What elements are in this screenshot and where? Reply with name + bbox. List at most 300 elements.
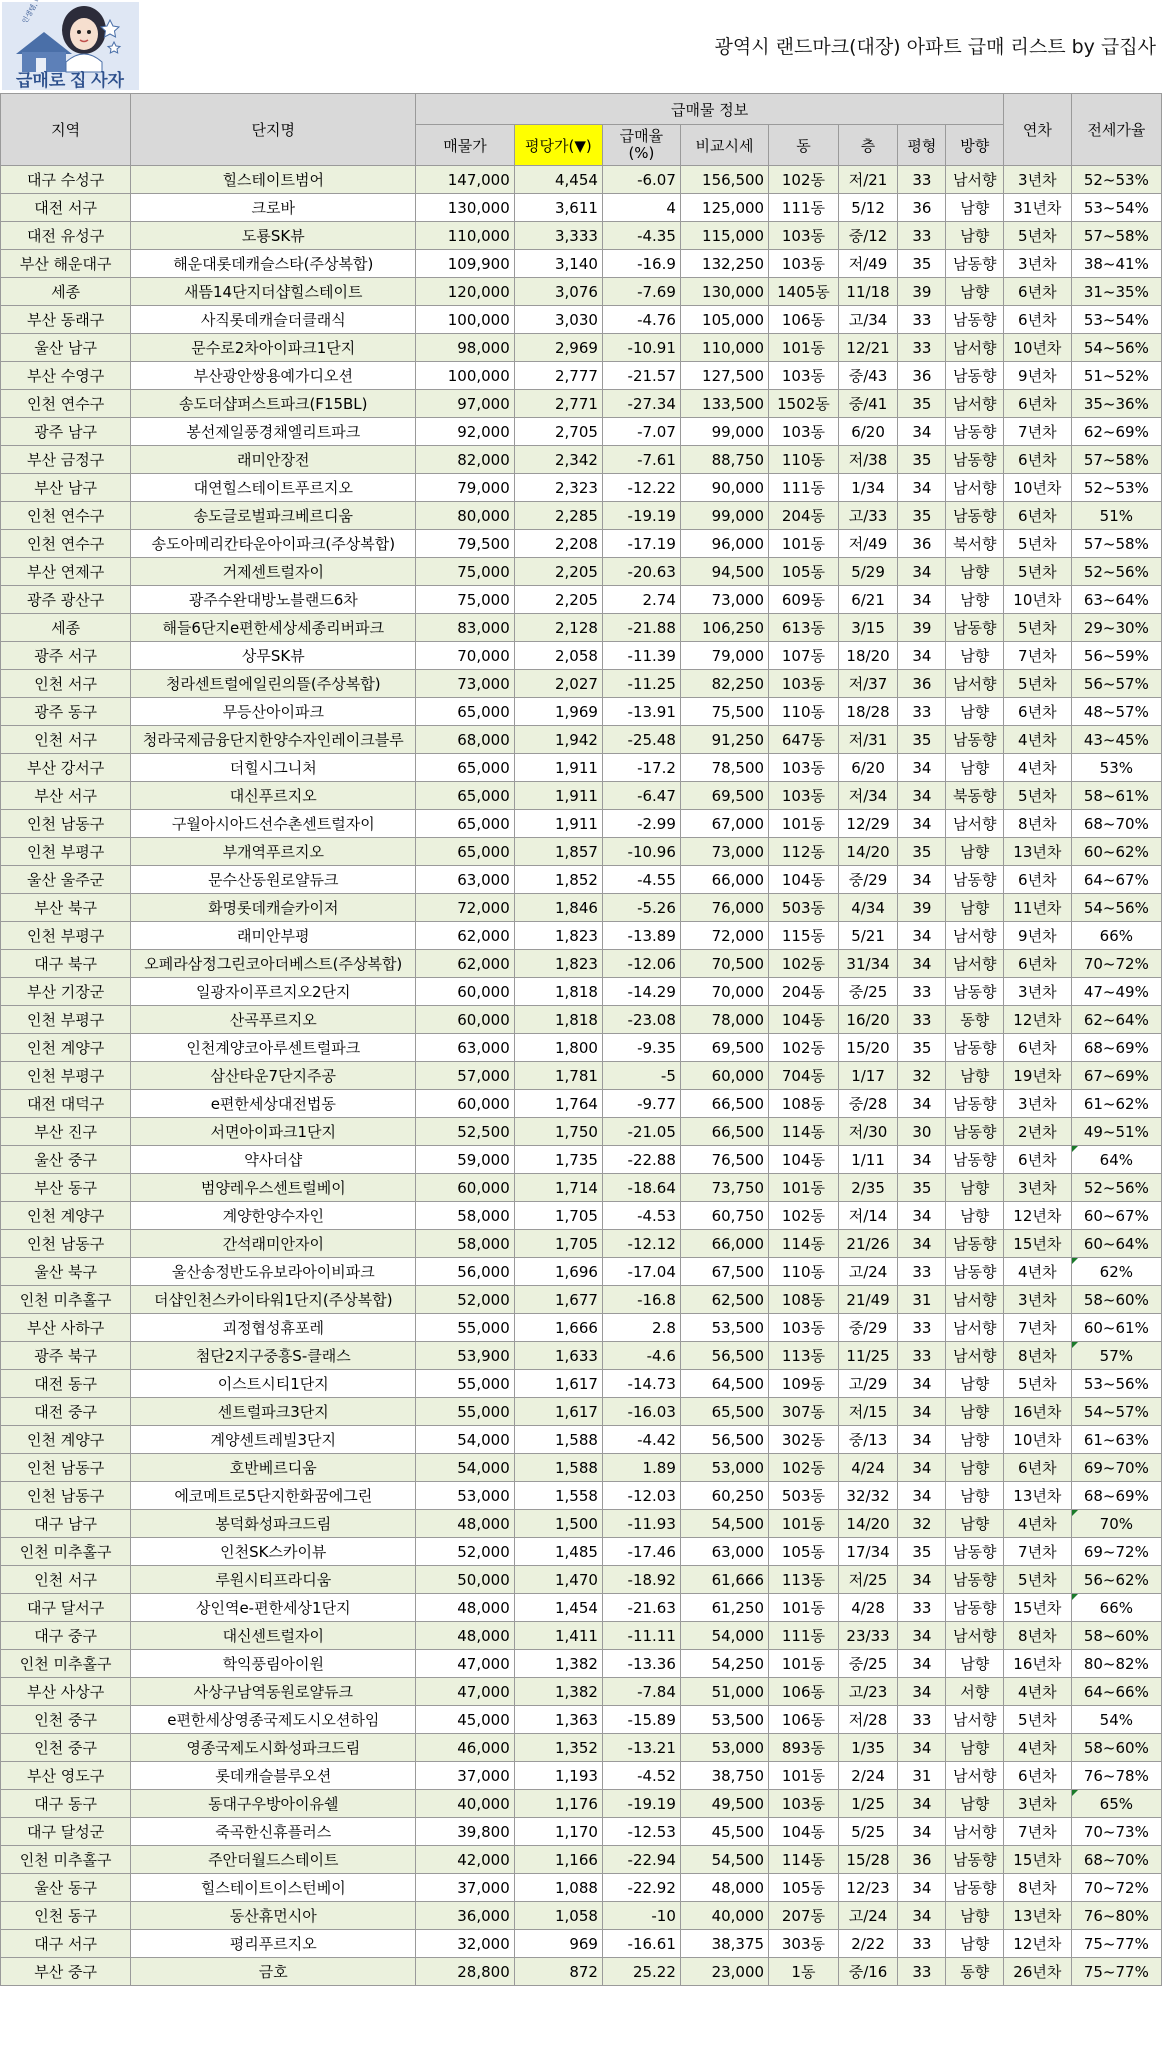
pyeong-cell: 36 [898, 1846, 946, 1874]
pyeong-cell: 34 [898, 642, 946, 670]
building-cell: 303동 [769, 1930, 839, 1958]
region-cell: 부산 사하구 [1, 1314, 131, 1342]
region-cell: 부산 기장군 [1, 978, 131, 1006]
discount-rate-cell: -17.19 [602, 530, 680, 558]
jeonse-ratio-cell: 63~64% [1071, 586, 1161, 614]
building-cell: 101동 [769, 1594, 839, 1622]
direction-cell: 남향 [946, 194, 1004, 222]
complex-name-cell: 송도글로벌파크베르디움 [131, 502, 416, 530]
col-header: 동 [769, 125, 839, 166]
complex-name-cell: 센트럴파크3단지 [131, 1398, 416, 1426]
price-cell: 147,000 [416, 166, 514, 194]
jeonse-ratio-cell: 76~78% [1071, 1762, 1161, 1790]
region-cell: 부산 해운대구 [1, 250, 131, 278]
complex-name-cell: 동대구우방아이유쉘 [131, 1790, 416, 1818]
market-price-cell: 65,500 [680, 1398, 768, 1426]
col-header: 전세가율 [1071, 94, 1161, 166]
pyeong-cell: 34 [898, 1790, 946, 1818]
building-cell: 114동 [769, 1846, 839, 1874]
price-per-pyeong-cell: 1,170 [514, 1818, 602, 1846]
pyeong-cell: 33 [898, 1958, 946, 1986]
pyeong-cell: 35 [898, 446, 946, 474]
direction-cell: 남동향 [946, 446, 1004, 474]
price-cell: 98,000 [416, 334, 514, 362]
age-cell: 6년차 [1003, 502, 1071, 530]
pyeong-cell: 34 [898, 1454, 946, 1482]
floor-cell: 1/25 [838, 1790, 897, 1818]
discount-rate-cell: -16.61 [602, 1930, 680, 1958]
jeonse-ratio-cell: 57~58% [1071, 446, 1161, 474]
table-row [1, 1790, 1162, 1818]
complex-name-cell: 계양한양수자인 [131, 1202, 416, 1230]
region-cell: 인천 남동구 [1, 1454, 131, 1482]
direction-cell: 북동향 [946, 782, 1004, 810]
direction-cell: 남향 [946, 838, 1004, 866]
building-cell: 103동 [769, 222, 839, 250]
market-price-cell: 76,500 [680, 1146, 768, 1174]
floor-cell: 저/25 [838, 1566, 897, 1594]
building-cell: 101동 [769, 1174, 839, 1202]
region-cell: 대구 남구 [1, 1510, 131, 1538]
price-per-pyeong-cell: 1,846 [514, 894, 602, 922]
jeonse-ratio-cell: 29~30% [1071, 614, 1161, 642]
complex-name-cell: 인천SK스카이뷰 [131, 1538, 416, 1566]
price-cell: 48,000 [416, 1594, 514, 1622]
price-cell: 59,000 [416, 1146, 514, 1174]
price-cell: 82,000 [416, 446, 514, 474]
age-cell: 19년차 [1003, 1062, 1071, 1090]
age-cell: 4년차 [1003, 754, 1071, 782]
price-cell: 65,000 [416, 838, 514, 866]
table-row [1, 782, 1162, 810]
market-price-cell: 130,000 [680, 278, 768, 306]
discount-rate-cell: -20.63 [602, 558, 680, 586]
building-cell: 503동 [769, 1482, 839, 1510]
building-cell: 101동 [769, 810, 839, 838]
price-cell: 32,000 [416, 1930, 514, 1958]
price-per-pyeong-cell: 2,969 [514, 334, 602, 362]
building-cell: 204동 [769, 502, 839, 530]
age-cell: 3년차 [1003, 1090, 1071, 1118]
complex-name-cell: 삼산타운7단지주공 [131, 1062, 416, 1090]
age-cell: 15년차 [1003, 1594, 1071, 1622]
complex-name-cell: 광주수완대방노블랜드6차 [131, 586, 416, 614]
price-per-pyeong-cell: 1,617 [514, 1398, 602, 1426]
discount-rate-cell: -2.99 [602, 810, 680, 838]
jeonse-ratio-cell: 60~62% [1071, 838, 1161, 866]
table-row [1, 1650, 1162, 1678]
price-per-pyeong-cell: 3,140 [514, 250, 602, 278]
jeonse-ratio-cell: 76~80% [1071, 1902, 1161, 1930]
floor-cell: 고/23 [838, 1678, 897, 1706]
floor-cell: 중/25 [838, 1650, 897, 1678]
direction-cell: 남향 [946, 558, 1004, 586]
jeonse-ratio-cell: 58~61% [1071, 782, 1161, 810]
col-header-sorted: 평당가(▼) [514, 125, 602, 166]
floor-cell: 4/24 [838, 1454, 897, 1482]
price-per-pyeong-cell: 2,777 [514, 362, 602, 390]
region-cell: 광주 동구 [1, 698, 131, 726]
floor-cell: 21/49 [838, 1286, 897, 1314]
floor-cell: 5/12 [838, 194, 897, 222]
jeonse-ratio-cell: 70~72% [1071, 1874, 1161, 1902]
price-cell: 63,000 [416, 1034, 514, 1062]
table-row [1, 1622, 1162, 1650]
floor-cell: 저/30 [838, 1118, 897, 1146]
table-row [1, 390, 1162, 418]
table-row [1, 1118, 1162, 1146]
floor-cell: 중/25 [838, 978, 897, 1006]
region-cell: 대구 서구 [1, 1930, 131, 1958]
region-cell: 인천 부평구 [1, 922, 131, 950]
direction-cell: 남향 [946, 754, 1004, 782]
table-row [1, 1958, 1162, 1986]
market-price-cell: 54,500 [680, 1510, 768, 1538]
price-cell: 68,000 [416, 726, 514, 754]
direction-cell: 남동향 [946, 1090, 1004, 1118]
floor-cell: 저/49 [838, 250, 897, 278]
table-row [1, 1846, 1162, 1874]
price-per-pyeong-cell: 1,058 [514, 1902, 602, 1930]
price-per-pyeong-cell: 1,735 [514, 1146, 602, 1174]
floor-cell: 중/13 [838, 1426, 897, 1454]
price-cell: 60,000 [416, 978, 514, 1006]
region-cell: 부산 수영구 [1, 362, 131, 390]
direction-cell: 남향 [946, 1902, 1004, 1930]
jeonse-ratio-cell: 53~54% [1071, 306, 1161, 334]
discount-rate-cell: -9.77 [602, 1090, 680, 1118]
col-header: 비교시세 [680, 125, 768, 166]
price-cell: 130,000 [416, 194, 514, 222]
region-cell: 울산 남구 [1, 334, 131, 362]
floor-cell: 5/29 [838, 558, 897, 586]
building-cell: 101동 [769, 1510, 839, 1538]
table-row [1, 642, 1162, 670]
jeonse-ratio-cell: 52~56% [1071, 1174, 1161, 1202]
complex-name-cell: 부개역푸르지오 [131, 838, 416, 866]
age-cell: 5년차 [1003, 670, 1071, 698]
complex-name-cell: 대연힐스테이트푸르지오 [131, 474, 416, 502]
direction-cell: 남서향 [946, 810, 1004, 838]
region-cell: 인천 계양구 [1, 1426, 131, 1454]
floor-cell: 3/15 [838, 614, 897, 642]
direction-cell: 남서향 [946, 1818, 1004, 1846]
building-cell: 106동 [769, 1706, 839, 1734]
table-row [1, 1930, 1162, 1958]
direction-cell: 남동향 [946, 978, 1004, 1006]
age-cell: 3년차 [1003, 1286, 1071, 1314]
discount-rate-cell: -19.19 [602, 1790, 680, 1818]
direction-cell: 남향 [946, 1426, 1004, 1454]
pyeong-cell: 33 [898, 306, 946, 334]
market-price-cell: 45,500 [680, 1818, 768, 1846]
jeonse-ratio-cell: 54% [1071, 1706, 1161, 1734]
region-cell: 인천 부평구 [1, 838, 131, 866]
market-price-cell: 105,000 [680, 306, 768, 334]
price-cell: 46,000 [416, 1734, 514, 1762]
pyeong-cell: 32 [898, 1062, 946, 1090]
age-cell: 12년차 [1003, 1006, 1071, 1034]
jeonse-ratio-cell: 61~62% [1071, 1090, 1161, 1118]
building-cell: 1502동 [769, 390, 839, 418]
direction-cell: 남서향 [946, 922, 1004, 950]
complex-name-cell: 봉선제일풍경채엘리트파크 [131, 418, 416, 446]
age-cell: 13년차 [1003, 1902, 1071, 1930]
price-per-pyeong-cell: 2,205 [514, 558, 602, 586]
table-row [1, 446, 1162, 474]
building-cell: 105동 [769, 1874, 839, 1902]
direction-cell: 남동향 [946, 1566, 1004, 1594]
direction-cell: 남동향 [946, 1118, 1004, 1146]
region-cell: 울산 울주군 [1, 866, 131, 894]
price-cell: 65,000 [416, 698, 514, 726]
floor-cell: 12/23 [838, 1874, 897, 1902]
market-price-cell: 82,250 [680, 670, 768, 698]
pyeong-cell: 34 [898, 1874, 946, 1902]
direction-cell: 동향 [946, 1958, 1004, 1986]
age-cell: 15년차 [1003, 1230, 1071, 1258]
pyeong-cell: 35 [898, 1174, 946, 1202]
table-row [1, 558, 1162, 586]
direction-cell: 남향 [946, 894, 1004, 922]
price-cell: 60,000 [416, 1006, 514, 1034]
complex-name-cell: 울산송정반도유보라아이비파크 [131, 1258, 416, 1286]
age-cell: 4년차 [1003, 726, 1071, 754]
market-price-cell: 66,500 [680, 1090, 768, 1118]
jeonse-ratio-cell: 62~69% [1071, 418, 1161, 446]
price-per-pyeong-cell: 3,030 [514, 306, 602, 334]
col-header: 평형 [898, 125, 946, 166]
floor-cell: 1/11 [838, 1146, 897, 1174]
market-price-cell: 53,000 [680, 1454, 768, 1482]
age-cell: 31년차 [1003, 194, 1071, 222]
jeonse-ratio-cell: 56~62% [1071, 1566, 1161, 1594]
floor-cell: 14/20 [838, 1510, 897, 1538]
building-cell: 101동 [769, 334, 839, 362]
building-cell: 105동 [769, 1538, 839, 1566]
floor-cell: 중/29 [838, 866, 897, 894]
price-cell: 100,000 [416, 306, 514, 334]
market-price-cell: 132,250 [680, 250, 768, 278]
complex-name-cell: 래미안장전 [131, 446, 416, 474]
floor-cell: 5/25 [838, 1818, 897, 1846]
floor-cell: 6/21 [838, 586, 897, 614]
building-cell: 207동 [769, 1902, 839, 1930]
price-per-pyeong-cell: 2,323 [514, 474, 602, 502]
age-cell: 8년차 [1003, 1622, 1071, 1650]
building-cell: 111동 [769, 194, 839, 222]
complex-name-cell: 새뜸14단지더샵힐스테이트 [131, 278, 416, 306]
market-price-cell: 48,000 [680, 1874, 768, 1902]
floor-cell: 15/28 [838, 1846, 897, 1874]
floor-cell: 16/20 [838, 1006, 897, 1034]
logo-main-text: 급매로 집 사자 [16, 71, 124, 90]
pyeong-cell: 39 [898, 614, 946, 642]
age-cell: 5년차 [1003, 1370, 1071, 1398]
region-cell: 대구 달서구 [1, 1594, 131, 1622]
price-per-pyeong-cell: 2,285 [514, 502, 602, 530]
price-cell: 39,800 [416, 1818, 514, 1846]
floor-cell: 저/28 [838, 1706, 897, 1734]
floor-cell: 저/49 [838, 530, 897, 558]
discount-rate-cell: -9.35 [602, 1034, 680, 1062]
price-per-pyeong-cell: 1,382 [514, 1678, 602, 1706]
price-cell: 28,800 [416, 1958, 514, 1986]
price-cell: 37,000 [416, 1874, 514, 1902]
building-cell: 102동 [769, 1202, 839, 1230]
region-cell: 대전 대덕구 [1, 1090, 131, 1118]
complex-name-cell: 서면아이파크1단지 [131, 1118, 416, 1146]
market-price-cell: 99,000 [680, 502, 768, 530]
complex-name-cell: 평리푸르지오 [131, 1930, 416, 1958]
price-per-pyeong-cell: 3,333 [514, 222, 602, 250]
pyeong-cell: 34 [898, 782, 946, 810]
price-per-pyeong-cell: 1,705 [514, 1230, 602, 1258]
age-cell: 8년차 [1003, 810, 1071, 838]
market-price-cell: 94,500 [680, 558, 768, 586]
building-cell: 110동 [769, 446, 839, 474]
price-per-pyeong-cell: 1,714 [514, 1174, 602, 1202]
region-cell: 대전 중구 [1, 1398, 131, 1426]
pyeong-cell: 34 [898, 1482, 946, 1510]
direction-cell: 남동향 [946, 614, 1004, 642]
pyeong-cell: 36 [898, 194, 946, 222]
direction-cell: 남향 [946, 586, 1004, 614]
price-cell: 73,000 [416, 670, 514, 698]
discount-rate-cell: -6.07 [602, 166, 680, 194]
building-cell: 104동 [769, 1146, 839, 1174]
building-cell: 101동 [769, 1650, 839, 1678]
table-row [1, 1062, 1162, 1090]
building-cell: 302동 [769, 1426, 839, 1454]
building-cell: 101동 [769, 530, 839, 558]
direction-cell: 남서향 [946, 334, 1004, 362]
age-cell: 6년차 [1003, 278, 1071, 306]
building-cell: 204동 [769, 978, 839, 1006]
building-cell: 104동 [769, 1006, 839, 1034]
pyeong-cell: 36 [898, 670, 946, 698]
jeonse-ratio-cell: 38~41% [1071, 250, 1161, 278]
discount-rate-cell: -19.19 [602, 502, 680, 530]
table-row [1, 1426, 1162, 1454]
discount-rate-cell: -13.91 [602, 698, 680, 726]
discount-rate-cell: -13.36 [602, 1650, 680, 1678]
floor-cell: 2/35 [838, 1174, 897, 1202]
building-cell: 109동 [769, 1370, 839, 1398]
direction-cell: 남향 [946, 1062, 1004, 1090]
floor-cell: 중/28 [838, 1090, 897, 1118]
jeonse-ratio-cell: 75~77% [1071, 1930, 1161, 1958]
col-header: 매물가 [416, 125, 514, 166]
age-cell: 5년차 [1003, 1706, 1071, 1734]
discount-rate-cell: -21.05 [602, 1118, 680, 1146]
discount-rate-cell: -12.53 [602, 1818, 680, 1846]
complex-name-cell: 상인역e-편한세상1단지 [131, 1594, 416, 1622]
floor-cell: 1/35 [838, 1734, 897, 1762]
jeonse-ratio-cell: 31~35% [1071, 278, 1161, 306]
discount-rate-cell: -11.25 [602, 670, 680, 698]
price-cell: 70,000 [416, 642, 514, 670]
complex-name-cell: 이스트시티1단지 [131, 1370, 416, 1398]
discount-rate-cell: 2.74 [602, 586, 680, 614]
table-row [1, 1202, 1162, 1230]
pyeong-cell: 34 [898, 1566, 946, 1594]
price-per-pyeong-cell: 1,818 [514, 978, 602, 1006]
pyeong-cell: 34 [898, 1146, 946, 1174]
direction-cell: 남향 [946, 1398, 1004, 1426]
table-row [1, 1034, 1162, 1062]
complex-name-cell: 주안더월드스테이트 [131, 1846, 416, 1874]
building-cell: 114동 [769, 1230, 839, 1258]
direction-cell: 남동향 [946, 1230, 1004, 1258]
price-per-pyeong-cell: 1,666 [514, 1314, 602, 1342]
building-cell: 115동 [769, 922, 839, 950]
complex-name-cell: 롯데캐슬블루오션 [131, 1762, 416, 1790]
price-per-pyeong-cell: 2,705 [514, 418, 602, 446]
table-row [1, 894, 1162, 922]
floor-cell: 12/29 [838, 810, 897, 838]
pyeong-cell: 35 [898, 726, 946, 754]
direction-cell: 남서향 [946, 950, 1004, 978]
discount-rate-cell: -12.06 [602, 950, 680, 978]
floor-cell: 21/26 [838, 1230, 897, 1258]
direction-cell: 남향 [946, 1510, 1004, 1538]
market-price-cell: 60,250 [680, 1482, 768, 1510]
market-price-cell: 66,000 [680, 1230, 768, 1258]
direction-cell: 남서향 [946, 166, 1004, 194]
price-cell: 56,000 [416, 1258, 514, 1286]
top-header [0, 0, 1162, 92]
pyeong-cell: 34 [898, 1902, 946, 1930]
discount-rate-cell: -4.55 [602, 866, 680, 894]
age-cell: 3년차 [1003, 166, 1071, 194]
jeonse-ratio-cell: 54~56% [1071, 894, 1161, 922]
floor-cell: 4/28 [838, 1594, 897, 1622]
complex-name-cell: 힐스테이트이스턴베이 [131, 1874, 416, 1902]
building-cell: 102동 [769, 950, 839, 978]
price-per-pyeong-cell: 1,781 [514, 1062, 602, 1090]
discount-rate-cell: -7.84 [602, 1678, 680, 1706]
age-cell: 4년차 [1003, 1734, 1071, 1762]
market-price-cell: 88,750 [680, 446, 768, 474]
complex-name-cell: 계양센트레빌3단지 [131, 1426, 416, 1454]
direction-cell: 남동향 [946, 418, 1004, 446]
page-title: 광역시 랜드마크(대장) 아파트 급매 리스트 by 급집사 [714, 36, 1156, 58]
complex-name-cell: 루원시티프라디움 [131, 1566, 416, 1594]
pyeong-cell: 34 [898, 754, 946, 782]
market-price-cell: 53,000 [680, 1734, 768, 1762]
pyeong-cell: 34 [898, 1678, 946, 1706]
price-per-pyeong-cell: 1,470 [514, 1566, 602, 1594]
price-per-pyeong-cell: 2,058 [514, 642, 602, 670]
market-price-cell: 63,000 [680, 1538, 768, 1566]
discount-rate-cell: 1.89 [602, 1454, 680, 1482]
price-per-pyeong-cell: 1,911 [514, 810, 602, 838]
price-cell: 75,000 [416, 558, 514, 586]
region-cell: 인천 남동구 [1, 1230, 131, 1258]
age-cell: 10년차 [1003, 1426, 1071, 1454]
table-row [1, 1174, 1162, 1202]
jeonse-ratio-cell: 53~54% [1071, 194, 1161, 222]
region-cell: 부산 연제구 [1, 558, 131, 586]
market-price-cell: 49,500 [680, 1790, 768, 1818]
table-row [1, 474, 1162, 502]
discount-rate-cell: -10.96 [602, 838, 680, 866]
floor-cell: 중/43 [838, 362, 897, 390]
pyeong-cell: 34 [898, 558, 946, 586]
pyeong-cell: 35 [898, 838, 946, 866]
discount-rate-cell: 2.8 [602, 1314, 680, 1342]
